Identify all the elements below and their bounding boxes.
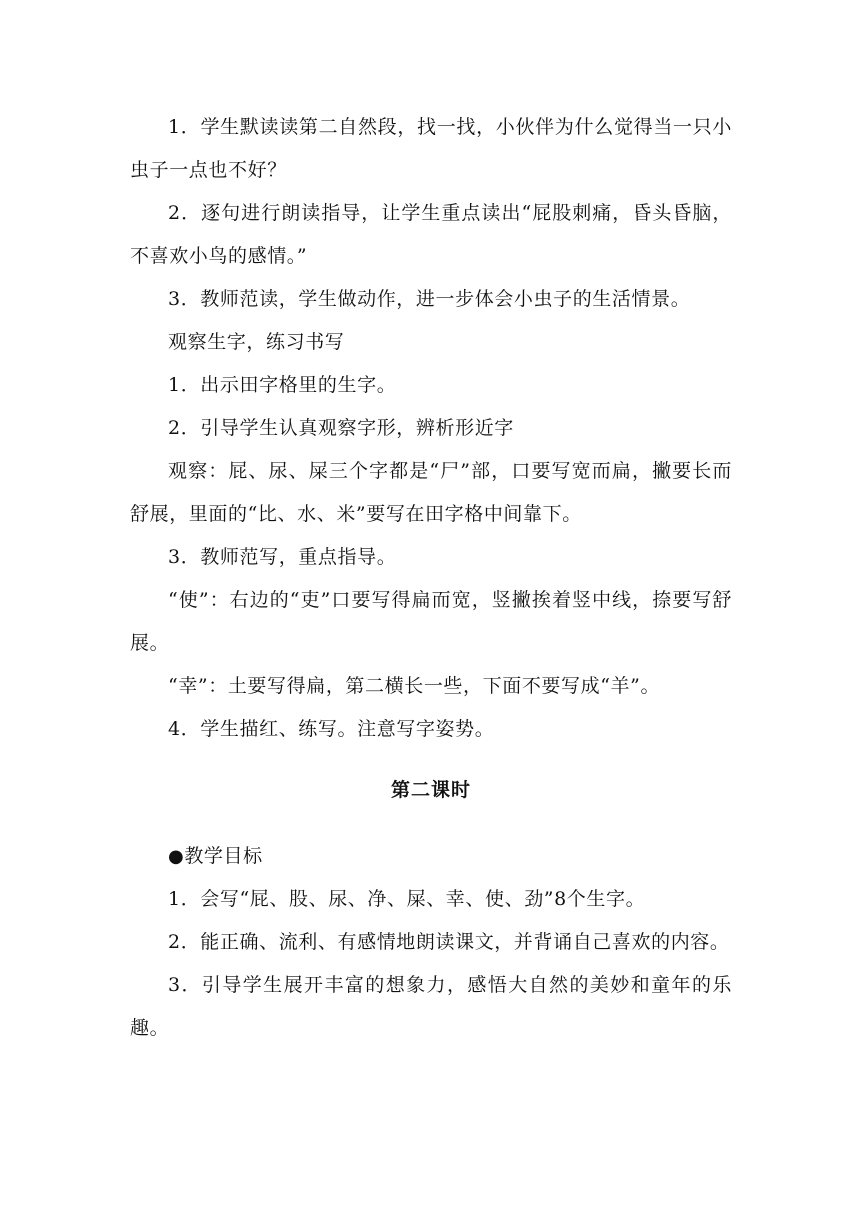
paragraph: “幸”：土要写得扁，第二横长一些，下面不要写成“羊”。 (168, 675, 661, 697)
objectives-title: 教学目标 (184, 845, 263, 867)
bullet-icon: ● (168, 846, 185, 867)
paragraph: 2．引导学生认真观察字形，辨析形近字 (168, 417, 514, 439)
paragraph: 1．出示田字格里的生字。 (168, 374, 397, 396)
objective-item: 1．会写“屁、股、尿、净、屎、幸、使、劲”8个生字。 (168, 888, 646, 910)
paragraph: 1．学生默读读第二自然段，找一找，小伙伴为什么觉得当一只小虫子一点也不好？ (130, 116, 732, 181)
objective-item: 2．能正确、流利、有感情地朗读课文，并背诵自己喜欢的内容。 (168, 931, 730, 953)
paragraph: 2．逐句进行朗读指导，让学生重点读出“屁股刺痛，昏头昏脑，不喜欢小鸟的感情。” (130, 202, 732, 267)
objective-item: 3．引导学生展开丰富的想象力，感悟大自然的美妙和童年的乐趣。 (130, 974, 732, 1039)
subheading: 观察生字，练习书写 (168, 331, 345, 353)
section-heading: 第二课时 (390, 779, 471, 801)
document-body (130, 106, 732, 1050)
paragraph: 3．教师范写，重点指导。 (168, 546, 397, 568)
paragraph: 4．学生描红、练写。注意写字姿势。 (168, 718, 495, 740)
paragraph: “使”：右边的“吏”口要写得扁而宽，竖撇挨着竖中线，捺要写舒展。 (130, 589, 732, 654)
paragraph: 观察：屁、尿、屎三个字都是“尸”部，口要写宽而扁，撇要长而舒展，里面的“比、水、米”要写在田字格中间靠下。 (130, 460, 732, 525)
paragraph: 3．教师范读，学生做动作，进一步体会小虫子的生活情景。 (168, 288, 691, 310)
objectives-title-line (130, 835, 732, 878)
